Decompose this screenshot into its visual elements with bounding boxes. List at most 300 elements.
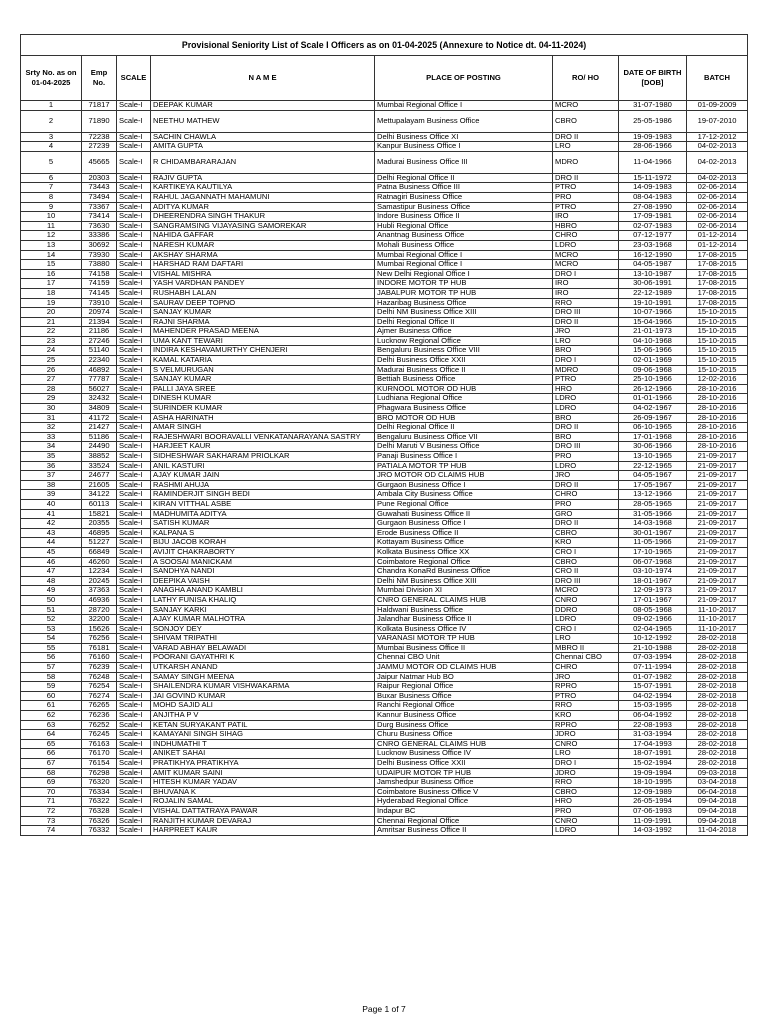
table-row xyxy=(21,787,748,797)
dob-cell: 02-01-1969 xyxy=(619,356,687,366)
batch-cell: 11-10-2017 xyxy=(687,605,748,615)
batch-cell: 11-10-2017 xyxy=(687,624,748,634)
srty-cell: 67 xyxy=(21,759,82,769)
name-cell: RUSHABH LALAN xyxy=(151,288,375,298)
posting-cell: Ratnagiri Business Office xyxy=(375,192,553,202)
name-cell: SURINDER KUMAR xyxy=(151,404,375,414)
srty-cell: 52 xyxy=(21,615,82,625)
name-cell: SAURAV DEEP TOPNO xyxy=(151,298,375,308)
ro-ho-cell: KRO xyxy=(553,538,619,548)
scale-cell: Scale-I xyxy=(117,787,151,797)
srty-cell: 32 xyxy=(21,423,82,433)
posting-cell: Madurai Business Office III xyxy=(375,151,553,173)
batch-cell: 17-08-2015 xyxy=(687,250,748,260)
ro-ho-cell: LRO xyxy=(553,336,619,346)
name-cell: ADITYA KUMAR xyxy=(151,202,375,212)
ro-ho-cell: PTRO xyxy=(553,691,619,701)
dob-cell: 13-10-1965 xyxy=(619,452,687,462)
name-cell: VISHAL DATTATRAYA PAWAR xyxy=(151,806,375,816)
dob-cell: 18-07-1991 xyxy=(619,749,687,759)
posting-cell: JAMMU MOTOR OD CLAIMS HUB xyxy=(375,663,553,673)
batch-cell: 15-10-2015 xyxy=(687,308,748,318)
table-row xyxy=(21,624,748,634)
table-row xyxy=(21,701,748,711)
scale-cell: Scale-I xyxy=(117,413,151,423)
scale-cell: Scale-I xyxy=(117,797,151,807)
table-row xyxy=(21,759,748,769)
srty-cell: 74 xyxy=(21,826,82,836)
emp-no-cell: 73630 xyxy=(82,221,117,231)
ro-ho-cell: LDRO xyxy=(553,404,619,414)
batch-cell: 17-08-2015 xyxy=(687,298,748,308)
dob-cell: 17-04-1993 xyxy=(619,739,687,749)
dob-cell: 08-04-1983 xyxy=(619,192,687,202)
table-row xyxy=(21,173,748,183)
name-cell: ANJITHA P V xyxy=(151,711,375,721)
srty-cell: 29 xyxy=(21,394,82,404)
srty-cell: 3 xyxy=(21,132,82,142)
scale-cell: Scale-I xyxy=(117,509,151,519)
ro-ho-cell: LDRO xyxy=(553,461,619,471)
dob-cell: 12-09-1989 xyxy=(619,787,687,797)
scale-cell: Scale-I xyxy=(117,192,151,202)
header-scale: SCALE xyxy=(117,56,151,101)
emp-no-cell: 73880 xyxy=(82,260,117,270)
srty-cell: 4 xyxy=(21,142,82,152)
ro-ho-cell: RRO xyxy=(553,778,619,788)
name-cell: KAMAYANI SINGH SIHAG xyxy=(151,730,375,740)
table-row xyxy=(21,192,748,202)
dob-cell: 17-05-1967 xyxy=(619,480,687,490)
posting-cell: Coimbatore Regional Office xyxy=(375,557,553,567)
scale-cell: Scale-I xyxy=(117,595,151,605)
table-row xyxy=(21,615,748,625)
scale-cell: Scale-I xyxy=(117,298,151,308)
ro-ho-cell: IRO xyxy=(553,212,619,222)
name-cell: DEEPIKA VAISH xyxy=(151,576,375,586)
batch-cell: 28-02-2018 xyxy=(687,672,748,682)
srty-cell: 8 xyxy=(21,192,82,202)
batch-cell: 15-10-2015 xyxy=(687,327,748,337)
table-row xyxy=(21,768,748,778)
ro-ho-cell: CRO I xyxy=(553,624,619,634)
srty-cell: 6 xyxy=(21,173,82,183)
ro-ho-cell: DRO I xyxy=(553,759,619,769)
posting-cell: VARANASI MOTOR TP HUB xyxy=(375,634,553,644)
srty-cell: 66 xyxy=(21,749,82,759)
ro-ho-cell: MCRO xyxy=(553,250,619,260)
emp-no-cell: 33386 xyxy=(82,231,117,241)
dob-cell: 09-02-1966 xyxy=(619,615,687,625)
emp-no-cell: 32200 xyxy=(82,615,117,625)
name-cell: NEETHU MATHEW xyxy=(151,110,375,132)
ro-ho-cell: PRO xyxy=(553,192,619,202)
table-row xyxy=(21,375,748,385)
ro-ho-cell: BRO xyxy=(553,413,619,423)
dob-cell: 15-04-1966 xyxy=(619,317,687,327)
name-cell: RANJITH KUMAR DEVARAJ xyxy=(151,816,375,826)
scale-cell: Scale-I xyxy=(117,346,151,356)
table-row xyxy=(21,806,748,816)
posting-cell: Patna Business Office III xyxy=(375,183,553,193)
emp-no-cell: 27246 xyxy=(82,336,117,346)
name-cell: SATISH KUMAR xyxy=(151,519,375,529)
table-row xyxy=(21,816,748,826)
ro-ho-cell: KRO xyxy=(553,711,619,721)
batch-cell: 11-04-2018 xyxy=(687,826,748,836)
header-ro: RO/ HO xyxy=(553,56,619,101)
scale-cell: Scale-I xyxy=(117,250,151,260)
name-cell: VISHAL MISHRA xyxy=(151,269,375,279)
srty-cell: 68 xyxy=(21,768,82,778)
batch-cell: 02-06-2014 xyxy=(687,183,748,193)
ro-ho-cell: PRO xyxy=(553,806,619,816)
dob-cell: 26-12-1966 xyxy=(619,384,687,394)
dob-cell: 11-09-1991 xyxy=(619,816,687,826)
scale-cell: Scale-I xyxy=(117,240,151,250)
scale-cell: Scale-I xyxy=(117,404,151,414)
dob-cell: 21-10-1988 xyxy=(619,643,687,653)
scale-cell: Scale-I xyxy=(117,739,151,749)
srty-cell: 72 xyxy=(21,806,82,816)
name-cell: BIJU JACOB KORAH xyxy=(151,538,375,548)
name-cell: AMIT KUMAR SAINI xyxy=(151,768,375,778)
batch-cell: 21-09-2017 xyxy=(687,519,748,529)
batch-cell: 11-10-2017 xyxy=(687,615,748,625)
emp-no-cell: 21186 xyxy=(82,327,117,337)
table-row xyxy=(21,202,748,212)
name-cell: POORANI GAYATHRI K xyxy=(151,653,375,663)
batch-cell: 09-04-2018 xyxy=(687,806,748,816)
ro-ho-cell: DRO III xyxy=(553,308,619,318)
dob-cell: 07-03-1994 xyxy=(619,653,687,663)
srty-cell: 63 xyxy=(21,720,82,730)
name-cell: MADHUMITA ADITYA xyxy=(151,509,375,519)
batch-cell: 02-06-2014 xyxy=(687,202,748,212)
emp-no-cell: 46260 xyxy=(82,557,117,567)
ro-ho-cell: PRO xyxy=(553,452,619,462)
batch-cell: 21-09-2017 xyxy=(687,452,748,462)
ro-ho-cell: LRO xyxy=(553,749,619,759)
srty-cell: 35 xyxy=(21,452,82,462)
emp-no-cell: 76326 xyxy=(82,816,117,826)
scale-cell: Scale-I xyxy=(117,375,151,385)
ro-ho-cell: JRO xyxy=(553,327,619,337)
srty-cell: 31 xyxy=(21,413,82,423)
batch-cell: 28-10-2016 xyxy=(687,432,748,442)
posting-cell: PATIALA MOTOR TP HUB xyxy=(375,461,553,471)
ro-ho-cell: HRO xyxy=(553,797,619,807)
table-row xyxy=(21,711,748,721)
posting-cell: Chandra KonaRd Business Office xyxy=(375,567,553,577)
dob-cell: 11-04-1966 xyxy=(619,151,687,173)
name-cell: VARAD ABHAY BELAWADI xyxy=(151,643,375,653)
emp-no-cell: 15626 xyxy=(82,624,117,634)
srty-cell: 34 xyxy=(21,442,82,452)
table-row xyxy=(21,682,748,692)
batch-cell: 21-09-2017 xyxy=(687,461,748,471)
srty-cell: 47 xyxy=(21,567,82,577)
posting-cell: Guwahati Business Office II xyxy=(375,509,553,519)
table-row xyxy=(21,183,748,193)
dob-cell: 13-10-1987 xyxy=(619,269,687,279)
posting-cell: Buxar Business Office xyxy=(375,691,553,701)
emp-no-cell: 22340 xyxy=(82,356,117,366)
table-row xyxy=(21,519,748,529)
srty-cell: 1 xyxy=(21,101,82,111)
posting-cell: CNRO GENERAL CLAIMS HUB xyxy=(375,595,553,605)
posting-cell: INDORE MOTOR TP HUB xyxy=(375,279,553,289)
emp-no-cell: 71890 xyxy=(82,110,117,132)
batch-cell: 02-06-2014 xyxy=(687,221,748,231)
posting-cell: Kottayam Business Office xyxy=(375,538,553,548)
srty-cell: 28 xyxy=(21,384,82,394)
posting-cell: Hubli Regional Office xyxy=(375,221,553,231)
emp-no-cell: 46895 xyxy=(82,528,117,538)
posting-cell: Ambala City Business Office xyxy=(375,490,553,500)
emp-no-cell: 27239 xyxy=(82,142,117,152)
name-cell: MAHENDER PRASAD MEENA xyxy=(151,327,375,337)
ro-ho-cell: JDRO xyxy=(553,768,619,778)
table-row xyxy=(21,586,748,596)
srty-cell: 41 xyxy=(21,509,82,519)
table-row xyxy=(21,365,748,375)
scale-cell: Scale-I xyxy=(117,720,151,730)
posting-cell: Pune Regional Office xyxy=(375,499,553,509)
table-row xyxy=(21,394,748,404)
batch-cell: 28-02-2018 xyxy=(687,643,748,653)
posting-cell: Indapur BC xyxy=(375,806,553,816)
posting-cell: Jamshedpur Business Office xyxy=(375,778,553,788)
dob-cell: 22-08-1993 xyxy=(619,720,687,730)
name-cell: SIDHESHWAR SAKHARAM PRIOLKAR xyxy=(151,452,375,462)
table-row xyxy=(21,490,748,500)
scale-cell: Scale-I xyxy=(117,212,151,222)
ro-ho-cell: CNRO xyxy=(553,595,619,605)
posting-cell: BRO MOTOR OD HUB xyxy=(375,413,553,423)
srty-cell: 9 xyxy=(21,202,82,212)
dob-cell: 06-10-1965 xyxy=(619,423,687,433)
emp-no-cell: 51140 xyxy=(82,346,117,356)
emp-no-cell: 73930 xyxy=(82,250,117,260)
ro-ho-cell: MCRO xyxy=(553,101,619,111)
posting-cell: Kolkata Business Office IV xyxy=(375,624,553,634)
batch-cell: 02-06-2014 xyxy=(687,192,748,202)
scale-cell: Scale-I xyxy=(117,605,151,615)
scale-cell: Scale-I xyxy=(117,317,151,327)
srty-cell: 10 xyxy=(21,212,82,222)
srty-cell: 22 xyxy=(21,327,82,337)
srty-cell: 36 xyxy=(21,461,82,471)
ro-ho-cell: PTRO xyxy=(553,183,619,193)
ro-ho-cell: LRO xyxy=(553,634,619,644)
table-row xyxy=(21,595,748,605)
emp-no-cell: 77787 xyxy=(82,375,117,385)
ro-ho-cell: LDRO xyxy=(553,826,619,836)
scale-cell: Scale-I xyxy=(117,231,151,241)
batch-cell: 21-09-2017 xyxy=(687,509,748,519)
posting-cell: Mumbai Regional Office I xyxy=(375,260,553,270)
name-cell: SANJAY KUMAR xyxy=(151,308,375,318)
dob-cell: 02-04-1965 xyxy=(619,624,687,634)
table-row xyxy=(21,567,748,577)
ro-ho-cell: CNRO xyxy=(553,739,619,749)
srty-cell: 51 xyxy=(21,605,82,615)
posting-cell: New Delhi Regional Office I xyxy=(375,269,553,279)
table-row xyxy=(21,471,748,481)
name-cell: AJAY KUMAR JAIN xyxy=(151,471,375,481)
emp-no-cell: 15821 xyxy=(82,509,117,519)
batch-cell: 28-02-2018 xyxy=(687,759,748,769)
emp-no-cell: 74158 xyxy=(82,269,117,279)
name-cell: ROJALIN SAMAL xyxy=(151,797,375,807)
name-cell: MOHD SAJID ALI xyxy=(151,701,375,711)
scale-cell: Scale-I xyxy=(117,826,151,836)
name-cell: AJAY KUMAR MALHOTRA xyxy=(151,615,375,625)
scale-cell: Scale-I xyxy=(117,672,151,682)
dob-cell: 04-02-1994 xyxy=(619,691,687,701)
srty-cell: 12 xyxy=(21,231,82,241)
batch-cell: 15-10-2015 xyxy=(687,365,748,375)
table-row xyxy=(21,509,748,519)
ro-ho-cell: LDRO xyxy=(553,240,619,250)
srty-cell: 50 xyxy=(21,595,82,605)
scale-cell: Scale-I xyxy=(117,547,151,557)
batch-cell: 04-02-2013 xyxy=(687,173,748,183)
ro-ho-cell: CHRO xyxy=(553,663,619,673)
dob-cell: 18-01-1967 xyxy=(619,576,687,586)
posting-cell: Churu Business Office xyxy=(375,730,553,740)
srty-cell: 18 xyxy=(21,288,82,298)
srty-cell: 40 xyxy=(21,499,82,509)
srty-cell: 30 xyxy=(21,404,82,414)
ro-ho-cell: DRO II xyxy=(553,423,619,433)
dob-cell: 17-01-1967 xyxy=(619,595,687,605)
ro-ho-cell: LDRO xyxy=(553,615,619,625)
dob-cell: 02-07-1983 xyxy=(619,221,687,231)
name-cell: LATHY FUNISA KHALIQ xyxy=(151,595,375,605)
batch-cell: 28-10-2016 xyxy=(687,413,748,423)
scale-cell: Scale-I xyxy=(117,615,151,625)
srty-cell: 71 xyxy=(21,797,82,807)
name-cell: HITESH KUMAR YADAV xyxy=(151,778,375,788)
batch-cell: 17-08-2015 xyxy=(687,260,748,270)
dob-cell: 21-01-1973 xyxy=(619,327,687,337)
scale-cell: Scale-I xyxy=(117,538,151,548)
dob-cell: 06-04-1992 xyxy=(619,711,687,721)
scale-cell: Scale-I xyxy=(117,101,151,111)
document-title: Provisional Seniority List of Scale I Officers as on 01-04-2025 (Annexure to Notice dt. 04-11-2024) xyxy=(21,35,748,56)
dob-cell: 30-06-1991 xyxy=(619,279,687,289)
posting-cell: Ajmer Business Office xyxy=(375,327,553,337)
emp-no-cell: 76245 xyxy=(82,730,117,740)
table-row xyxy=(21,499,748,509)
batch-cell: 28-02-2018 xyxy=(687,701,748,711)
dob-cell: 15-07-1991 xyxy=(619,682,687,692)
scale-cell: Scale-I xyxy=(117,567,151,577)
table-row xyxy=(21,528,748,538)
ro-ho-cell: DRO II xyxy=(553,173,619,183)
name-cell: NAHIDA GAFFAR xyxy=(151,231,375,241)
table-row xyxy=(21,336,748,346)
srty-cell: 16 xyxy=(21,269,82,279)
table-row xyxy=(21,557,748,567)
dob-cell: 15-11-1972 xyxy=(619,173,687,183)
ro-ho-cell: CHRO xyxy=(553,231,619,241)
srty-cell: 19 xyxy=(21,298,82,308)
scale-cell: Scale-I xyxy=(117,151,151,173)
emp-no-cell: 76320 xyxy=(82,778,117,788)
dob-cell: 22-12-1965 xyxy=(619,461,687,471)
ro-ho-cell: DRO II xyxy=(553,519,619,529)
ro-ho-cell: DRO II xyxy=(553,317,619,327)
dob-cell: 27-08-1990 xyxy=(619,202,687,212)
ro-ho-cell: HBRO xyxy=(553,221,619,231)
ro-ho-cell: IRO xyxy=(553,279,619,289)
posting-cell: Kanpur Business Office I xyxy=(375,142,553,152)
batch-cell: 04-02-2013 xyxy=(687,151,748,173)
header-row xyxy=(21,56,748,101)
emp-no-cell: 30692 xyxy=(82,240,117,250)
header-dob: DATE OF BIRTH [DOB] xyxy=(619,56,687,101)
header-name: N A M E xyxy=(151,56,375,101)
ro-ho-cell: LDRO xyxy=(553,394,619,404)
ro-ho-cell: RRO xyxy=(553,298,619,308)
srty-cell: 44 xyxy=(21,538,82,548)
header-emp: Emp No. xyxy=(82,56,117,101)
batch-cell: 03-04-2018 xyxy=(687,778,748,788)
scale-cell: Scale-I xyxy=(117,490,151,500)
dob-cell: 15-06-1966 xyxy=(619,346,687,356)
emp-no-cell: 45665 xyxy=(82,151,117,173)
scale-cell: Scale-I xyxy=(117,461,151,471)
ro-ho-cell: BRO xyxy=(553,346,619,356)
posting-cell: Indore Business Office II xyxy=(375,212,553,222)
batch-cell: 17-08-2015 xyxy=(687,269,748,279)
table-row xyxy=(21,101,748,111)
batch-cell: 17-08-2015 xyxy=(687,288,748,298)
scale-cell: Scale-I xyxy=(117,576,151,586)
ro-ho-cell: PRO xyxy=(553,499,619,509)
scale-cell: Scale-I xyxy=(117,202,151,212)
name-cell: NARESH KUMAR xyxy=(151,240,375,250)
table-row xyxy=(21,327,748,337)
batch-cell: 15-10-2015 xyxy=(687,356,748,366)
batch-cell: 21-09-2017 xyxy=(687,499,748,509)
emp-no-cell: 73494 xyxy=(82,192,117,202)
scale-cell: Scale-I xyxy=(117,394,151,404)
emp-no-cell: 76322 xyxy=(82,797,117,807)
batch-cell: 21-09-2017 xyxy=(687,547,748,557)
name-cell: SHIVAM TRIPATHI xyxy=(151,634,375,644)
name-cell: KETAN SURYAKANT PATIL xyxy=(151,720,375,730)
dob-cell: 07-06-1993 xyxy=(619,806,687,816)
scale-cell: Scale-I xyxy=(117,519,151,529)
dob-cell: 18-10-1995 xyxy=(619,778,687,788)
emp-no-cell: 21427 xyxy=(82,423,117,433)
table-row xyxy=(21,151,748,173)
dob-cell: 03-10-1974 xyxy=(619,567,687,577)
ro-ho-cell: JRO xyxy=(553,672,619,682)
posting-cell: Phagwara Business Office xyxy=(375,404,553,414)
srty-cell: 7 xyxy=(21,183,82,193)
table-row xyxy=(21,260,748,270)
table-body xyxy=(21,101,748,836)
name-cell: DINESH KUMAR xyxy=(151,394,375,404)
table-row xyxy=(21,452,748,462)
name-cell: ASHA HARINATH xyxy=(151,413,375,423)
table-row xyxy=(21,279,748,289)
